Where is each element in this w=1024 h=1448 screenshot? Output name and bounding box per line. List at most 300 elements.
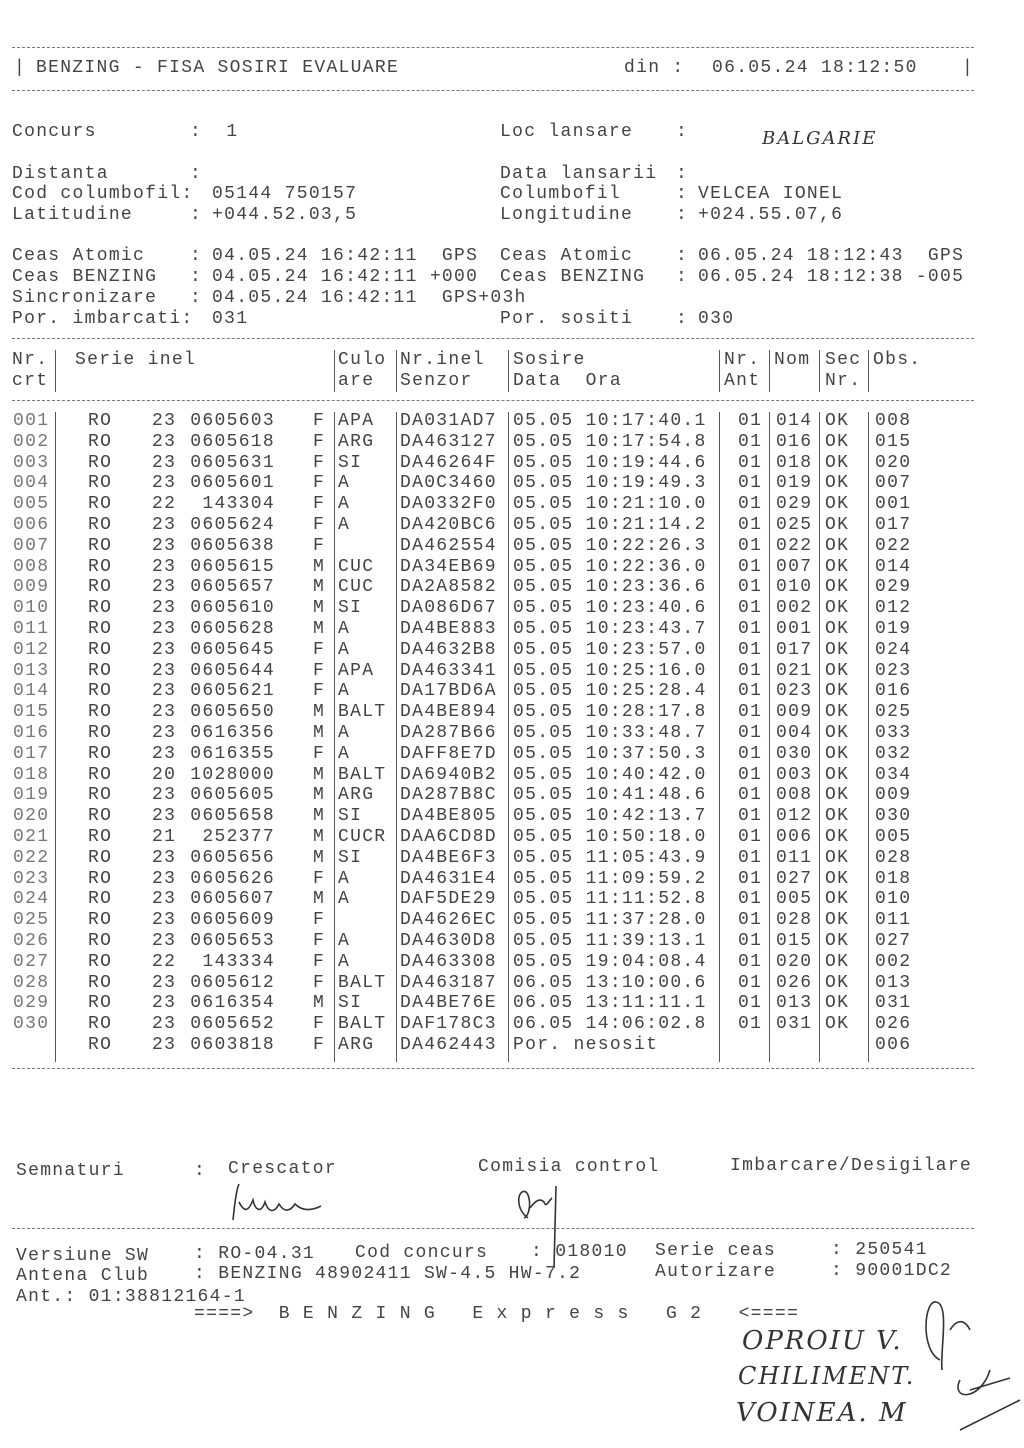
cell-nom: 013 [776,993,813,1014]
cell-nom: 030 [776,743,813,764]
cell-ant: 01 [738,910,763,931]
cell-sex: F [313,951,326,972]
cell-year: 22 [152,494,177,515]
cell-sec: OK [825,827,850,847]
cell-obs: 001 [875,494,912,515]
col-serie-inel: Serie inel [75,350,197,370]
cell-nom: 011 [776,847,813,868]
cell-ring: 0605618 [190,431,275,452]
cell-sex: F [313,972,326,993]
cell-ring: 0605605 [190,785,275,806]
cell-sex: F [313,515,326,535]
concurs-label: Concurs [12,122,97,142]
colon: : [190,288,203,308]
cell-obs: 017 [875,515,912,535]
cell-nr: 007 [13,535,50,556]
versiune-label: Versiune SW [16,1246,150,1266]
cell-ant: 01 [738,660,763,681]
table-row [0,993,1000,1013]
cell-arrival: 05.05 10:22:26.3 [513,535,707,556]
cell-nom: 002 [776,598,813,619]
cell-country: RO [88,515,113,535]
cell-color: A [338,951,351,972]
col-sosire: Sosire [513,350,586,370]
cell-sec: OK [825,972,850,993]
colon: : [676,309,689,329]
cell-sec: OK [825,681,850,702]
cell-year: 23 [152,681,177,702]
table-row [0,494,1000,514]
cell-color: ARG [338,431,375,452]
latitudine-label: Latitudine [12,205,134,225]
cell-obs: 014 [875,556,912,577]
cell-sex: F [313,743,326,764]
cell-year: 23 [152,577,177,598]
cell-sex: M [313,598,326,619]
cell-year: 23 [152,723,177,743]
cell-nr: 008 [13,556,50,577]
cell-nr: 020 [13,806,50,827]
cell-nr: 013 [13,660,50,681]
cell-arrival: 05.05 10:19:44.6 [513,452,707,473]
cell-sec: OK [825,806,850,827]
cell-country: RO [88,577,113,598]
cell-year: 23 [152,743,177,764]
cell-nom: 020 [776,951,813,972]
cell-country: RO [88,681,113,702]
cell-obs: 013 [875,972,912,993]
cell-obs: 008 [875,411,912,431]
table-row [0,1035,1000,1055]
cell-sensor: DAFF8E7D [400,743,497,764]
cell-sensor: DA17BD6A [400,681,497,702]
cell-ring: 0605631 [190,452,275,473]
cell-nom: 016 [776,431,813,452]
cell-nom: 012 [776,806,813,827]
cell-year: 23 [152,431,177,452]
cell-year: 20 [152,764,177,785]
col-obs: Obs. [873,350,922,370]
cell-nom: 029 [776,494,813,515]
autorizare: 90001DC2 [855,1261,953,1281]
din-value: 06.05.24 18:12:50 [712,58,918,78]
cell-sex: M [313,993,326,1014]
concurs-value: : 1 [190,122,239,142]
cell-ant: 01 [738,889,763,910]
cell-year: 23 [152,868,177,889]
cell-color: SI [338,806,363,827]
cell-nom: 004 [776,723,813,743]
cell-year: 23 [152,910,177,931]
versiune-value: : RO-04.31 [194,1244,316,1264]
cell-year: 23 [152,889,177,910]
cell-ring: 0605656 [190,847,275,868]
cell-arrival: 05.05 10:40:42.0 [513,764,707,785]
cell-country: RO [88,619,113,639]
cell-ant: 01 [738,619,763,639]
data-lansarii-label: Data lansarii [500,164,658,184]
cell-ring: 0616355 [190,743,275,764]
cell-sex: M [313,806,326,827]
ceas-atomic-end: 06.05.24 18:12:43 GPS [698,246,965,266]
cell-ring: 143304 [202,494,275,515]
table-row [0,973,1000,993]
imbarcati-label: Por. imbarcati: [12,309,194,329]
table-row [0,536,1000,556]
cell-sec: OK [825,473,850,494]
cell-country: RO [88,639,113,660]
cell-ring: 0605610 [190,598,275,619]
cell-sensor: DA4BE805 [400,806,497,827]
cell-color: APA [338,660,375,681]
cell-nom: 025 [776,515,813,535]
cell-sec: OK [825,431,850,452]
cell-country: RO [88,660,113,681]
divider [12,47,974,48]
cell-nom: 001 [776,619,813,639]
cell-arrival: 05.05 10:23:57.0 [513,639,707,660]
colon: : [190,164,203,184]
cell-sex: M [313,847,326,868]
col-line [334,350,335,392]
cell-sensor: DA463127 [400,431,497,452]
cell-sex: F [313,660,326,681]
ceas-benzing-label-2: Ceas BENZING [500,267,646,287]
cell-sec: OK [825,785,850,806]
cell-obs: 002 [875,951,912,972]
cell-sensor: DA4BE76E [400,993,497,1014]
cell-nr: 002 [13,431,50,452]
crescator-label: Crescator [228,1159,337,1179]
cell-nr: 012 [13,639,50,660]
cell-sec: OK [825,556,850,577]
colon: : [190,267,203,287]
cell-sex: F [313,535,326,556]
cell-sensor: DA6940B2 [400,764,497,785]
cell-sec: OK [825,494,850,515]
longitudine-label: Longitudine [500,205,634,225]
cell-sec: OK [825,598,850,619]
longitudine-value: +024.55.07,6 [698,205,844,225]
cell-sensor: DA420BC6 [400,515,497,535]
cell-ant: 01 [738,806,763,827]
cell-year: 23 [152,619,177,639]
cell-arrival: 05.05 10:23:43.7 [513,619,707,639]
table-row [0,723,1000,743]
cell-ant: 01 [738,494,763,515]
cell-sec: OK [825,993,850,1014]
cell-sex: F [313,931,326,951]
cell-ring: 0603818 [190,1035,275,1055]
cell-nr: 022 [13,847,50,868]
concurs-number: 1 [226,122,239,142]
cell-sec: OK [825,535,850,556]
cell-obs: 031 [875,993,912,1014]
cell-nr: 004 [13,473,50,494]
cell-sex: F [313,431,326,452]
cell-ant: 01 [738,723,763,743]
cell-sex: F [313,411,326,431]
cell-ant: 01 [738,681,763,702]
cell-obs: 016 [875,681,912,702]
cell-ant: 01 [738,1014,763,1035]
cell-country: RO [88,598,113,619]
cell-nom: 005 [776,889,813,910]
cell-color: A [338,889,351,910]
colon: : [676,184,689,204]
sositi-label: Por. sositi [500,309,634,329]
cell-year: 23 [152,931,177,951]
cell-obs: 024 [875,639,912,660]
cell-nr: 014 [13,681,50,702]
cell-obs: 007 [875,473,912,494]
cell-sec: OK [825,639,850,660]
cell-color: CUCR [338,827,387,847]
cell-country: RO [88,556,113,577]
border-bar: | [962,58,975,78]
cell-sensor: DA2A8582 [400,577,497,598]
cell-ant: 01 [738,556,763,577]
cell-year: 23 [152,411,177,431]
cell-ring: 0616354 [190,993,275,1014]
cell-ring: 0605628 [190,619,275,639]
cell-sex: M [313,764,326,785]
comisia-label: Comisia control [478,1157,660,1177]
cell-year: 23 [152,515,177,535]
cell-color: A [338,723,351,743]
cell-obs: 023 [875,660,912,681]
cell-ant: 01 [738,764,763,785]
serie-ceas: 250541 [855,1240,928,1260]
cell-ant: 01 [738,473,763,494]
cell-sensor: DAF5DE29 [400,889,497,910]
col-ant: Nr. [724,350,761,370]
divider [12,338,974,339]
cell-sensor: DA463341 [400,660,497,681]
cell-ring: 0605626 [190,868,275,889]
cell-nr: 028 [13,972,50,993]
imbarcare-label: Imbarcare/Desigilare [730,1156,973,1176]
cell-nr: 025 [13,910,50,931]
cell-country: RO [88,473,113,494]
table-row [0,848,1000,868]
col-sec: Sec [825,350,862,370]
colon: : [190,246,203,266]
cell-sensor: DA4626EC [400,910,497,931]
cell-ring: 0605624 [190,515,275,535]
cell-obs: 032 [875,743,912,764]
cell-obs: 027 [875,931,912,951]
cell-nr: 010 [13,598,50,619]
cell-color: CUC [338,577,375,598]
antena-label: Antena Club [16,1266,150,1286]
cell-color: APA [338,411,375,431]
cell-nom: 027 [776,868,813,889]
cod-columbofil-label: Cod columbofil: [12,184,194,204]
colon: : [194,1161,207,1181]
serie-ceas-value: : 250541 [831,1240,928,1260]
cell-sex: M [313,785,326,806]
cell-sex: M [313,556,326,577]
sincronizare-label: Sincronizare [12,288,158,308]
colon: : [190,205,203,225]
table-row [0,411,1000,431]
cell-country: RO [88,431,113,452]
cell-sensor: DA46264F [400,452,497,473]
cell-nom: 010 [776,577,813,598]
table-row [0,453,1000,473]
cell-ring: 0605638 [190,535,275,556]
cell-sensor: DA287B66 [400,723,497,743]
cell-year: 23 [152,785,177,806]
cell-sex: F [313,868,326,889]
cell-arrival: 05.05 10:42:13.7 [513,806,707,827]
col-nr-2: crt [12,371,49,391]
cell-obs: 018 [875,868,912,889]
cell-ant: 01 [738,868,763,889]
handwritten-initials [910,1290,1024,1440]
table-row [0,952,1000,972]
cell-arrival: 05.05 10:17:40.1 [513,411,707,431]
ceas-benzing-end: 06.05.24 18:12:38 -005 [698,267,965,287]
colon: : [676,122,689,142]
cell-nr: 019 [13,785,50,806]
cell-sensor: DA462443 [400,1035,497,1055]
loc-lansare-label: Loc lansare [500,122,634,142]
cell-obs: 009 [875,785,912,806]
cell-nom: 022 [776,535,813,556]
cell-sensor: DA463187 [400,972,497,993]
cell-arrival: 05.05 11:39:13.1 [513,931,707,951]
cell-ring: 0605615 [190,556,275,577]
cell-country: RO [88,910,113,931]
cell-color: A [338,619,351,639]
cell-nom: 007 [776,556,813,577]
cell-ant: 01 [738,452,763,473]
colon: : [676,205,689,225]
cell-nr: 017 [13,743,50,764]
autorizare-value: : 90001DC2 [831,1261,953,1281]
cell-sex: F [313,494,326,515]
cell-color: CUC [338,556,375,577]
cell-obs: 019 [875,619,912,639]
cell-nom: 031 [776,1014,813,1035]
semnaturi-label: Semnaturi [16,1161,125,1181]
ceas-atomic-label-2: Ceas Atomic [500,246,634,266]
table-row [0,640,1000,660]
cell-country: RO [88,702,113,723]
cell-nom: 006 [776,827,813,847]
cell-arrival: 05.05 10:19:49.3 [513,473,707,494]
cell-sensor: DA4632B8 [400,639,497,660]
cell-sec: OK [825,868,850,889]
cell-country: RO [88,494,113,515]
cell-color: SI [338,452,363,473]
cod-columbofil-value: 05144 750157 [212,184,358,204]
col-culoare-2: are [338,371,375,391]
antena-value: : BENZING 48902411 SW-4.5 HW-7.2 [194,1264,582,1284]
cell-arrival: 05.05 10:17:54.8 [513,431,707,452]
col-senzor: Nr.inel [400,350,485,370]
cell-country: RO [88,1035,113,1055]
cell-year: 23 [152,847,177,868]
cell-sensor: DAF178C3 [400,1014,497,1035]
cell-year: 23 [152,598,177,619]
table-row [0,577,1000,597]
cell-nr: 021 [13,827,50,847]
cell-sex: F [313,1014,326,1035]
col-ant-2: Ant [724,371,761,391]
cell-arrival: 05.05 11:05:43.9 [513,847,707,868]
cell-ring: 252377 [202,827,275,847]
benzing-banner: ====> B E N Z I N G E x p r e s s G 2 <==== [194,1304,800,1324]
cell-arrival: 05.05 10:23:40.6 [513,598,707,619]
cell-sex: F [313,910,326,931]
ant-line: Ant.: 01:38812164-1 [16,1287,246,1307]
cell-sensor: DA462554 [400,535,497,556]
cell-obs: 006 [875,1035,912,1055]
table-row [0,619,1000,639]
cell-nr: 015 [13,702,50,723]
cell-sensor: DA4BE894 [400,702,497,723]
table-row [0,765,1000,785]
cell-year: 23 [152,535,177,556]
cell-year: 23 [152,806,177,827]
cell-ant: 01 [738,411,763,431]
sositi-value: 030 [698,309,735,329]
cell-color: A [338,931,351,951]
cell-color: ARG [338,785,375,806]
divider [12,90,974,91]
cell-ant: 01 [738,702,763,723]
colon: : [676,164,689,184]
table-row [0,681,1000,701]
cell-sensor: DA4630D8 [400,931,497,951]
cell-obs: 005 [875,827,912,847]
col-line [508,350,509,392]
divider [12,400,974,401]
cell-ant: 01 [738,931,763,951]
cell-year: 23 [152,1014,177,1035]
cell-sec: OK [825,515,850,535]
crescator-signature [225,1180,335,1226]
cell-color: A [338,494,351,515]
cell-nr: 001 [13,411,50,431]
cell-arrival: 05.05 10:25:16.0 [513,660,707,681]
table-row [0,827,1000,847]
cell-color: A [338,681,351,702]
colon: : [676,246,689,266]
cell-country: RO [88,951,113,972]
cell-obs: 030 [875,806,912,827]
cell-sec: OK [825,847,850,868]
cell-obs: 010 [875,889,912,910]
cell-arrival: 05.05 10:50:18.0 [513,827,707,847]
cell-obs: 020 [875,452,912,473]
cell-country: RO [88,847,113,868]
cell-arrival: 05.05 10:37:50.3 [513,743,707,764]
table-row [0,702,1000,722]
cell-nr: 006 [13,515,50,535]
table-row [0,661,1000,681]
cell-nom: 023 [776,681,813,702]
cell-nom: 014 [776,411,813,431]
cell-sensor: DA031AD7 [400,411,497,431]
cell-nom: 017 [776,639,813,660]
cell-country: RO [88,827,113,847]
cell-country: RO [88,743,113,764]
cell-sensor: DAA6CD8D [400,827,497,847]
